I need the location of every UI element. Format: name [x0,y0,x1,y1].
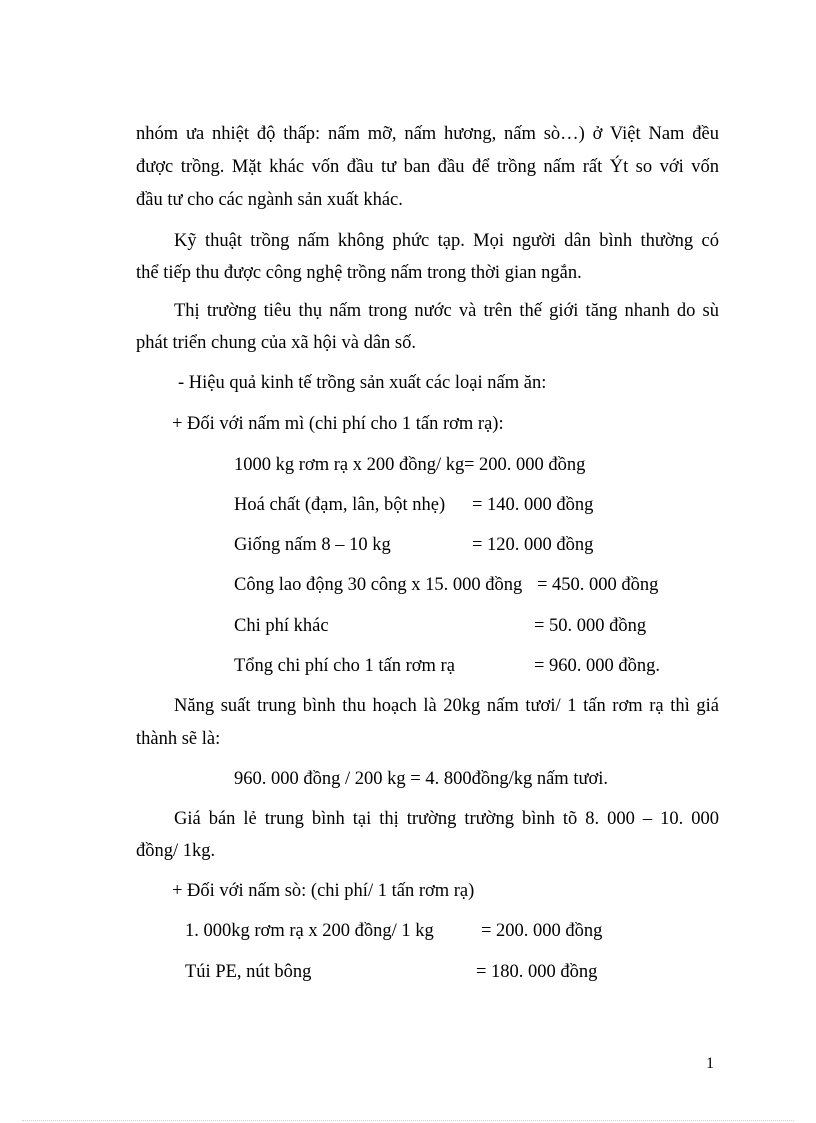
cost-value: = 50. 000 đồng [534,616,647,636]
section-heading: - Hiệu quả kinh tế trồng sản xuất các loại nấm ăn: [178,373,547,393]
paragraph-line: Giá bán lẻ trung bình tại thị trường trường bình tõ 8. 000 – 10. 000 [174,809,719,829]
paragraph-line: Thị trường tiêu thụ nấm trong nước và trên thế giới tăng nhanh do sù [174,301,719,321]
cost-label: Tổng chi phí cho 1 tấn rơm rạ [234,656,455,676]
cost-label: 1000 kg rơm rạ x 200 đồng/ kg [234,455,465,475]
paragraph-line: phát triển chung của xã hội và dân số. [136,333,416,353]
paragraph-line: nhóm ưa nhiệt độ thấp: nấm mỡ, nấm hương, nấm sò…) ở Việt Nam đều [136,124,719,144]
page-number: 1 [706,1055,714,1072]
subsection-heading: + Đối với nấm sò: (chi phí/ 1 tấn rơm rạ) [172,881,475,901]
cost-value: = 140. 000 đồng [472,495,594,515]
cost-value: = 180. 000 đồng [476,962,598,982]
paragraph-line: được trồng. Mặt khác vốn đầu tư ban đầu để trồng nấm rất Ýt so với vốn [136,157,719,177]
paragraph-line: Kỹ thuật trồng nấm không phức tạp. Mọi người dân bình thường có [174,231,719,251]
paragraph-line: thể tiếp thu được công nghệ trồng nấm trong thời gian ngắn. [136,263,582,283]
cost-value: = 200. 000 đồng [481,921,603,941]
cost-label: Giống nấm 8 – 10 kg [234,535,391,555]
cost-label: 1. 000kg rơm rạ x 200 đồng/ 1 kg [185,921,434,941]
paragraph-line: thành sẽ là: [136,729,221,749]
cost-label: Hoá chất (đạm, lân, bột nhẹ) [234,495,446,515]
page-divider [22,1120,794,1121]
cost-label: Công lao động 30 công x 15. 000 đồng [234,575,523,595]
paragraph-line: Năng suất trung bình thu hoạch là 20kg nấm tươi/ 1 tấn rơm rạ thì giá [174,696,719,716]
cost-value: = 450. 000 đồng [537,575,659,595]
paragraph-line: đồng/ 1kg. [136,841,216,861]
cost-value: = 200. 000 đồng [464,455,586,475]
cost-value: = 960. 000 đồng. [534,656,661,676]
subsection-heading: + Đối với nấm mì (chi phí cho 1 tấn rơm rạ): [172,414,504,434]
cost-label: Chi phí khác [234,616,329,636]
calculation: 960. 000 đồng / 200 kg = 4. 800đồng/kg nấm tươi. [234,769,609,789]
paragraph-line: đầu tư cho các ngành sản xuất khác. [136,190,403,210]
cost-value: = 120. 000 đồng [472,535,594,555]
cost-label: Túi PE, nút bông [185,962,312,982]
